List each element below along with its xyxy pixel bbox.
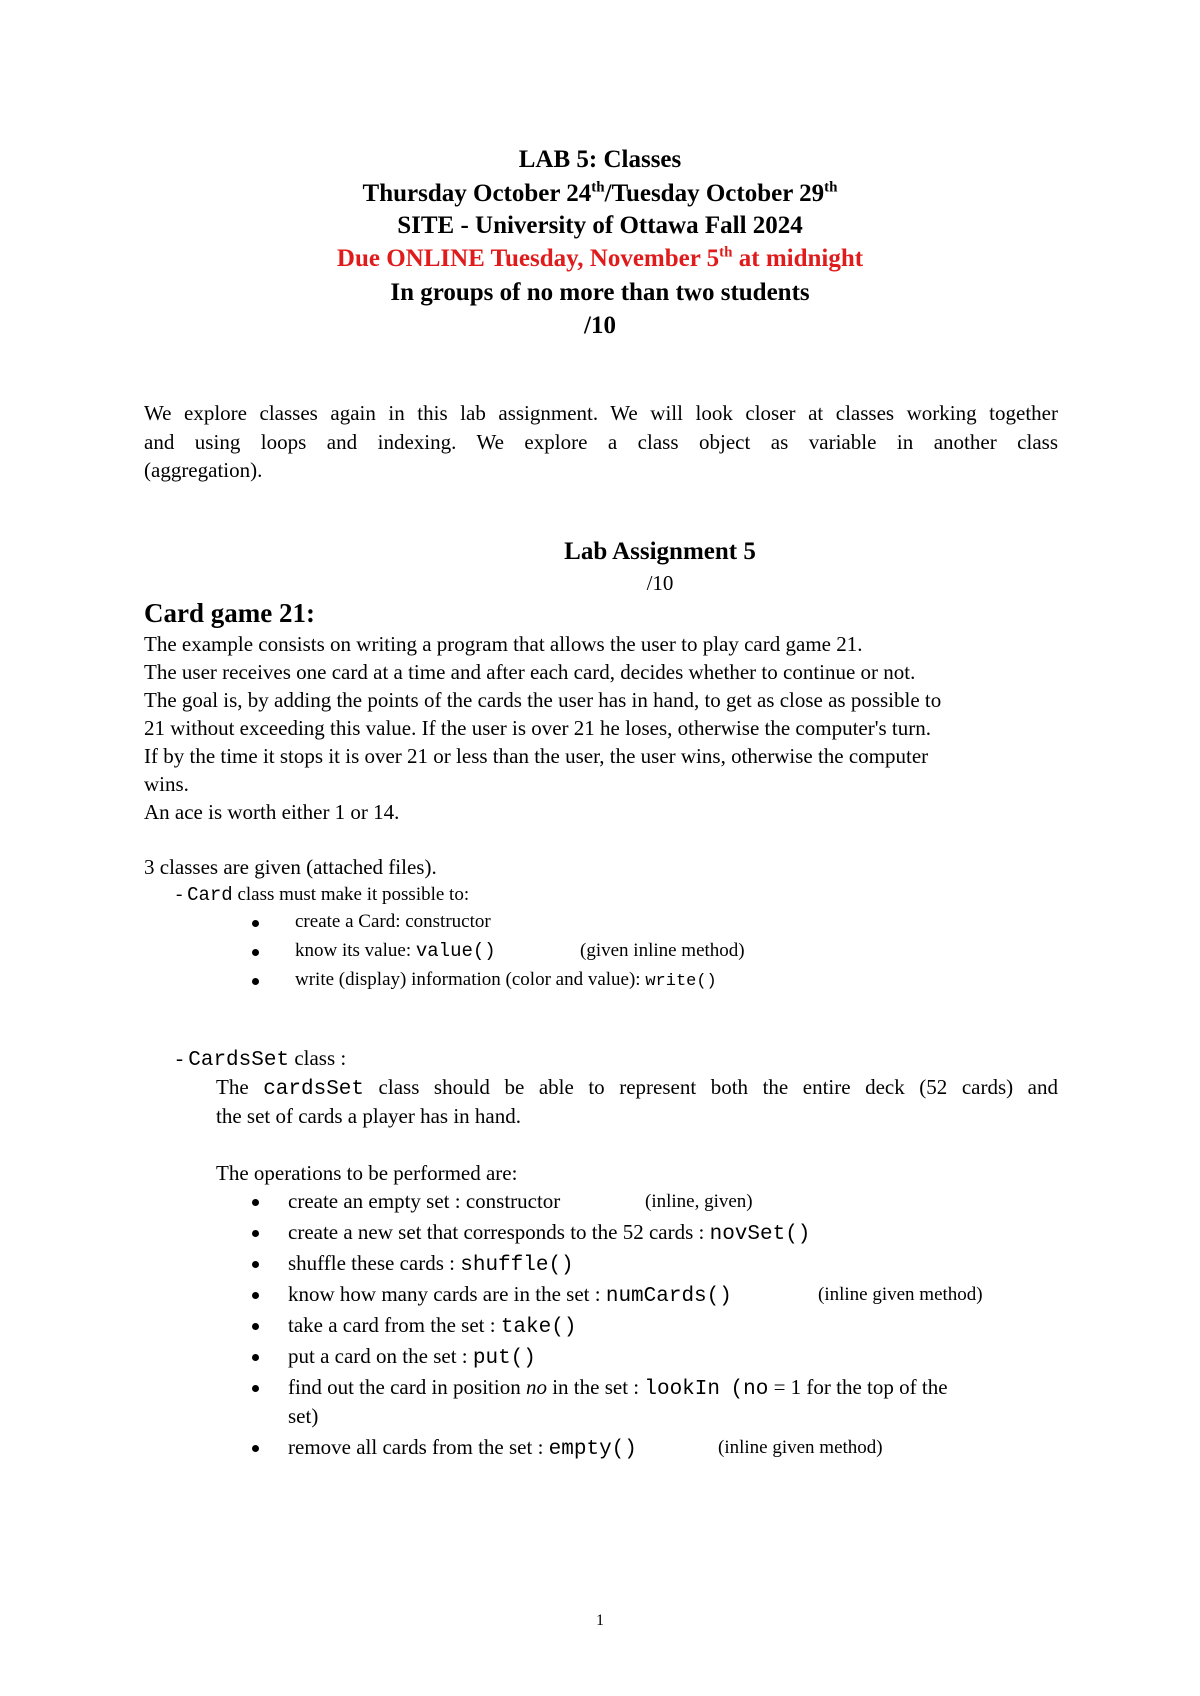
card-item: know its value: value() <box>295 940 496 962</box>
intro-line-3: (aggregation). <box>144 458 263 482</box>
bullet-icon <box>252 1261 259 1268</box>
bullet-icon <box>252 920 259 927</box>
due-date: Due ONLINE Tuesday, November 5th at midnight <box>336 244 864 272</box>
assignment-score: /10 <box>646 571 674 595</box>
game-line: The example consists on writing a program that allows the user to play card game 21. <box>144 632 863 656</box>
intro-line-2: and using loops and indexing. We explore a class object as variable in another class <box>144 430 1058 454</box>
game-line: If by the time it stops it is over 21 or less than the user, the user wins, otherwise the computer <box>144 744 929 768</box>
card-class-name: Card <box>187 884 233 906</box>
cardsset-class-line: - CardsSet class : <box>176 1046 347 1072</box>
bullet-icon <box>252 949 259 956</box>
bullet-icon <box>252 1385 259 1392</box>
operation-item: take a card from the set : take() <box>288 1313 577 1339</box>
total-score: /10 <box>584 312 616 339</box>
operation-item: find out the card in position no in the set : lookIn (no = 1 for the top of the <box>288 1375 948 1401</box>
bullet-icon <box>252 1292 259 1299</box>
operation-item-continued: set) <box>288 1404 319 1428</box>
operation-item: put a card on the set : put() <box>288 1344 536 1370</box>
operation-item: shuffle these cards : shuffle() <box>288 1251 574 1277</box>
operation-item: know how many cards are in the set : numCards() <box>288 1282 732 1308</box>
operation-item: create a new set that corresponds to the 52 cards : novSet() <box>288 1220 811 1246</box>
operation-item: create an empty set : constructor <box>288 1189 561 1213</box>
bullet-icon <box>252 1230 259 1237</box>
bullet-icon <box>252 1445 259 1452</box>
card-item-note: (given inline method) <box>580 940 745 961</box>
intro-line-1: We explore classes again in this lab assignment. We will look closer at classes working together <box>144 401 1058 425</box>
bullet-icon <box>252 1354 259 1361</box>
game-heading: Card game 21: <box>144 598 315 628</box>
operation-note: (inline given method) <box>718 1437 883 1458</box>
game-line: The goal is, by adding the points of the cards the user has in hand, to get as close as possible to <box>144 688 942 712</box>
bullet-icon <box>252 978 259 985</box>
assignment-title: Lab Assignment 5 <box>564 538 756 565</box>
cardsset-desc-line-2: the set of cards a player has in hand. <box>216 1104 521 1128</box>
group-rule: In groups of no more than two students <box>390 279 810 306</box>
card-class-line: - Card class must make it possible to: <box>176 884 470 906</box>
game-line: 21 without exceeding this value. If the user is over 21 he loses, otherwise the computer's turn. <box>144 716 932 740</box>
operations-intro: The operations to be performed are: <box>216 1161 518 1185</box>
operation-item: remove all cards from the set : empty() <box>288 1435 637 1461</box>
game-line: wins. <box>144 772 189 796</box>
cardsset-desc-line-1: The cardsSet class should be able to represent both the entire deck (52 cards) and <box>216 1075 1058 1101</box>
lab-dates: Thursday October 24th/Tuesday October 29th <box>362 179 838 207</box>
game-line: An ace is worth either 1 or 14. <box>144 800 400 824</box>
game-line: The user receives one card at a time and after each card, decides whether to continue or not. <box>144 660 916 684</box>
operation-note: (inline given method) <box>818 1284 983 1305</box>
operation-note: (inline, given) <box>645 1191 753 1212</box>
bullet-icon <box>252 1199 259 1206</box>
institution: SITE - University of Ottawa Fall 2024 <box>397 212 803 239</box>
card-item: write (display) information (color and value): write() <box>295 969 717 991</box>
bullet-icon <box>252 1323 259 1330</box>
card-item: create a Card: constructor <box>295 911 491 932</box>
cardsset-class-name: CardsSet <box>188 1049 290 1072</box>
classes-given: 3 classes are given (attached files). <box>144 855 437 879</box>
page-number: 1 <box>596 1612 604 1629</box>
lab-title: LAB 5: Classes <box>518 146 682 173</box>
